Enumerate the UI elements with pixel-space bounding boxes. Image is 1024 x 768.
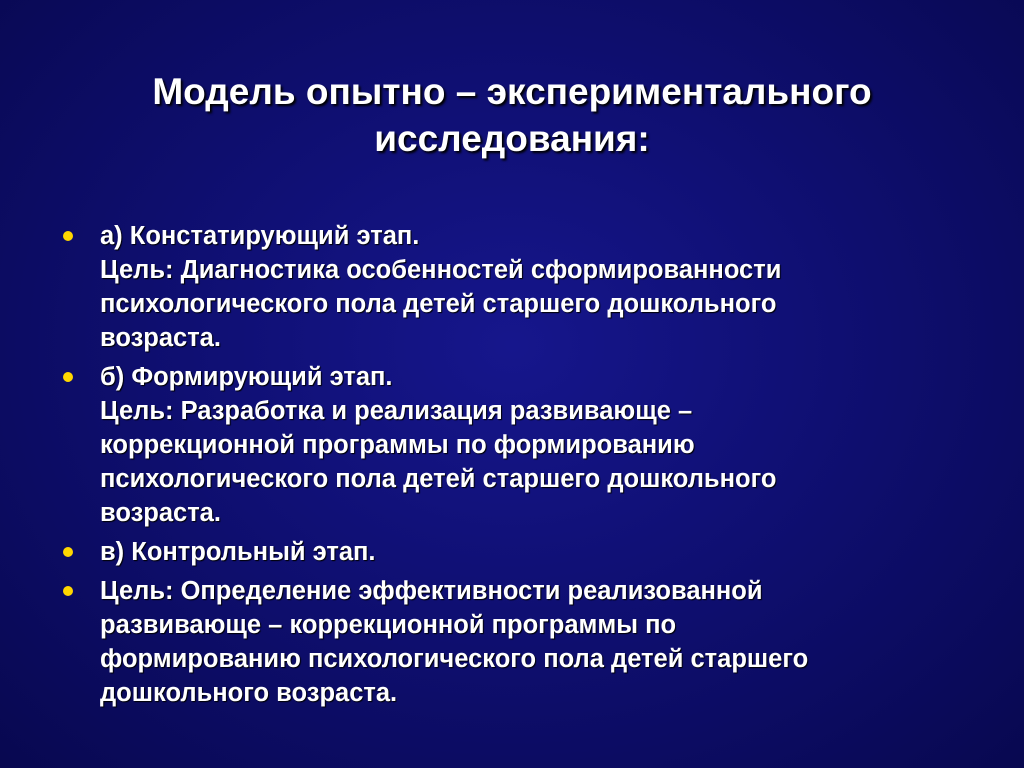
bullet-dot-icon: [63, 372, 73, 382]
bullet-list: [60, 219, 980, 715]
bullet-line: Цель: Разработка и реализация развивающе –: [100, 397, 693, 425]
bullet-item-stage-c-goal: [60, 574, 980, 710]
bullet-line: психологического пола детей старшего дошкольного: [100, 465, 777, 493]
bullet-line: психологического пола детей старшего дошкольного: [100, 290, 777, 318]
bullet-item-stage-a: [60, 219, 980, 355]
title-line-1: Модель опытно – экспериментального: [152, 71, 872, 112]
slide-title: [60, 68, 964, 162]
bullet-line: в) Контрольный этап.: [100, 538, 376, 566]
bullet-line: коррекционной программы по формированию: [100, 431, 695, 459]
bullet-line: б) Формирующий этап.: [100, 363, 393, 391]
bullet-line: а) Констатирующий этап.: [100, 222, 420, 250]
bullet-item-stage-b: [60, 360, 980, 530]
bullet-dot-icon: [63, 547, 73, 557]
title-line-2: исследования:: [374, 118, 650, 159]
bullet-line: Цель: Диагностика особенностей сформированности: [100, 256, 782, 284]
bullet-line: дошкольного возраста.: [100, 679, 398, 707]
bullet-dot-icon: [63, 231, 73, 241]
bullet-item-stage-c: [60, 535, 980, 569]
bullet-line: формированию психологического пола детей старшего: [100, 645, 809, 673]
bullet-line: возраста.: [100, 324, 221, 352]
bullet-line: Цель: Определение эффективности реализованной: [100, 577, 763, 605]
bullet-line: развивающе – коррекционной программы по: [100, 611, 677, 639]
bullet-line: возраста.: [100, 499, 221, 527]
bullet-dot-icon: [63, 586, 73, 596]
